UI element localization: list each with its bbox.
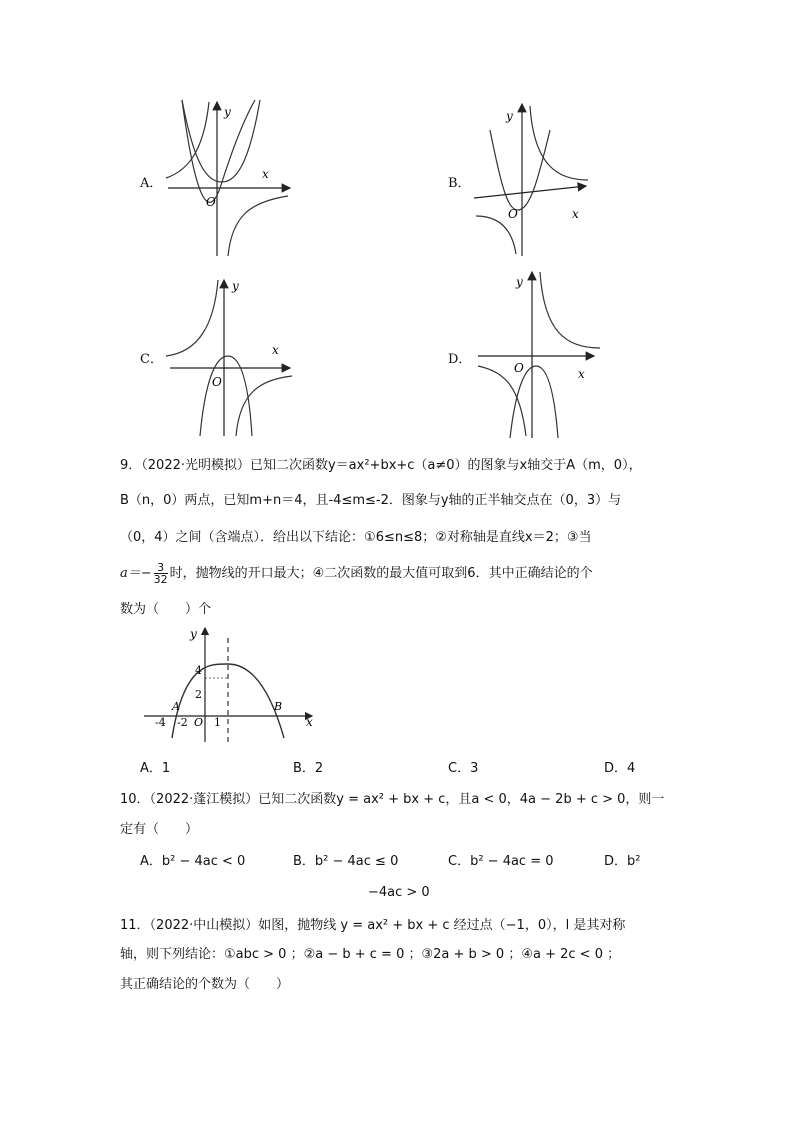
tick-origin: O (194, 716, 204, 729)
point-a: A (172, 700, 180, 713)
tick-x-1: 1 (214, 716, 221, 729)
option-a-graph[interactable] (160, 98, 300, 260)
q9-choice-a[interactable]: A．1 (140, 761, 171, 776)
origin-label: O (212, 375, 222, 389)
y-label: y (516, 275, 523, 289)
q9-figure (140, 622, 320, 744)
option-c-graph[interactable] (162, 276, 302, 440)
y-label: y (224, 105, 231, 119)
hyperbola-left (478, 366, 526, 436)
tick-y-2: 2 (195, 688, 202, 701)
parabola (182, 100, 255, 202)
origin-label: O (508, 207, 518, 221)
q9-line2: B（n，0）两点，已知m+n＝4，且-4≤m≤-2．图象与y轴的正半轴交点在（0，3）与 (120, 493, 622, 508)
hyperbola-right (530, 106, 588, 180)
q10-choice-c[interactable]: C．b² − 4ac = 0 (448, 854, 554, 869)
option-a-label[interactable]: A． (140, 176, 163, 191)
q9-choice-d[interactable]: D．4 (604, 761, 636, 776)
fig-x-label: x (306, 715, 313, 729)
q9-line4-b: 时，抛物线的开口最大；④二次函数的最大值可取到6．其中正确结论的个 (169, 566, 593, 581)
option-c-label[interactable]: C． (140, 352, 163, 367)
hyperbola-right (228, 196, 288, 256)
hyperbola-left (166, 280, 218, 356)
y-label: y (232, 279, 239, 293)
x-label: x (272, 343, 279, 357)
x-label: x (262, 167, 269, 181)
q10-line1: 10．（2022·蓬江模拟）已知二次函数y = ax² + bx + c，且a < 0，4a − 2b + c > 0，则一 (120, 792, 665, 807)
option-b-label[interactable]: B． (448, 176, 471, 191)
hyperbola-right (236, 376, 292, 436)
x-label: x (578, 367, 585, 381)
q11-line2: 轴，则下列结论：①abc > 0 ；②a − b + c = 0 ；③2a + b > 0 ；④a + 2c < 0 ； (120, 947, 621, 962)
q9-line4-a: a＝− (120, 566, 152, 581)
q9-fraction-num: 3 (154, 562, 168, 574)
x-axis (474, 186, 586, 198)
q10-choice-d-cont: −4ac > 0 (368, 885, 430, 900)
q9-fraction (154, 562, 168, 585)
q9-line5: 数为（ ）个 (120, 602, 212, 617)
q9-choice-c[interactable]: C．3 (448, 761, 479, 776)
y-label: y (506, 109, 513, 123)
point-b: B (274, 700, 283, 713)
q9-fraction-den: 32 (153, 573, 168, 586)
q11-line1: 11．（2022·中山模拟）如图，抛物线 y = ax² + bx + c 经过点（−1，0），l 是其对称 (120, 918, 626, 933)
q9-line4 (120, 562, 593, 585)
q9-choice-b[interactable]: B．2 (293, 761, 324, 776)
option-d-label[interactable]: D． (448, 352, 472, 367)
fig-y-label: y (190, 627, 197, 641)
q9-line1: 9．（2022·光明模拟）已知二次函数y＝ax²+bx+c（a≠0）的图象与x轴交于A（m，0）， (120, 458, 642, 473)
q9-line3: （0，4）之间（含端点）．给出以下结论：①6≤n≤8；②对称轴是直线x＝2；③当 (120, 530, 592, 545)
option-d-graph[interactable] (470, 268, 604, 442)
tick-x-neg2: -2 (177, 716, 188, 729)
hyperbola-left (476, 216, 516, 254)
parabola (490, 130, 550, 210)
x-label: x (572, 207, 579, 221)
q10-choice-d[interactable]: D．b² (604, 854, 641, 869)
q10-choice-a[interactable]: A．b² − 4ac < 0 (140, 854, 246, 869)
hyperbola-right (540, 272, 600, 348)
q10-choice-b[interactable]: B．b² − 4ac ≤ 0 (293, 854, 399, 869)
option-b-graph[interactable] (468, 100, 598, 260)
q10-line2: 定有（ ） (120, 822, 199, 837)
parabola (510, 366, 558, 438)
origin-label: O (206, 195, 216, 209)
q11-line3: 其正确结论的个数为（ ） (120, 977, 290, 992)
tick-y-4: 4 (195, 664, 202, 677)
tick-x-neg4: -4 (155, 716, 166, 729)
origin-label: O (514, 361, 524, 375)
